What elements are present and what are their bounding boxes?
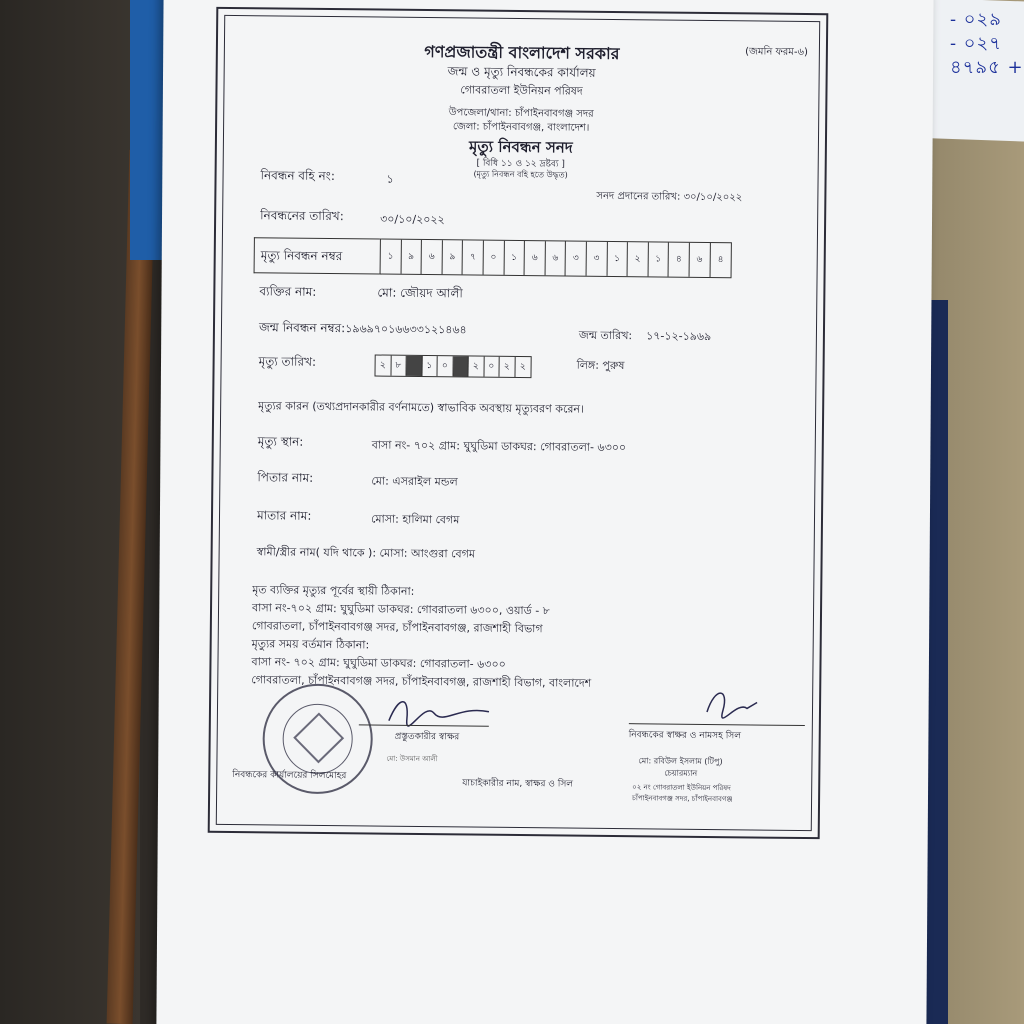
death-date-digit: ২ bbox=[519, 362, 526, 373]
handwritten-note-text bbox=[950, 8, 1024, 80]
death-reg-no-digit: ৬ bbox=[525, 241, 546, 275]
death-reg-no-digit: ১ bbox=[607, 242, 628, 276]
registration-date-value: ৩০/১০/২০২২ bbox=[380, 212, 445, 227]
present-address-line-2: গোবরাতলা, চাঁপাইনবাবগঞ্জ সদর, চাঁপাইনবাবগঞ্জ, রাজশাহী বিভাগ, বাংলাদেশ bbox=[251, 673, 592, 690]
father-value: মো: এসরাইল মন্ডল bbox=[371, 474, 458, 489]
registrar-signature-line bbox=[629, 723, 805, 726]
birth-date-value: ১৭-১২-১৯৬৯ bbox=[646, 329, 712, 344]
registrar-signature bbox=[697, 684, 777, 725]
certificate-title: মৃত্যু নিবন্ধন সনদ bbox=[469, 137, 573, 157]
name-value: মো: জৌয়দ আলী bbox=[377, 285, 463, 301]
verifier-label: যাচাইকারীর নাম, স্বাক্ষর ও সিল bbox=[462, 778, 574, 790]
present-address-line-1: বাসা নং- ৭০২ গ্রাম: ঘুঘুডিমা ডাকঘর: গোবরাতলা- ৬৩০০ bbox=[251, 655, 506, 671]
spouse-value: মোসা: আংগুরা বেগম bbox=[379, 546, 476, 561]
mother-label: মাতার নাম: bbox=[256, 508, 312, 523]
birth-date-label: জন্ম তারিখ: bbox=[578, 328, 633, 343]
gender-label: লিঙ্গ: bbox=[576, 358, 600, 372]
death-date-digit: ২ bbox=[468, 356, 484, 376]
death-certificate bbox=[208, 7, 829, 839]
cause-label: মৃত্যুর কারন (তথ্যপ্রদানকারীর বর্ণনামতে) bbox=[258, 399, 435, 415]
office-heading: জন্ম ও মৃত্যু নিবন্ধকের কার্যালয় bbox=[447, 64, 596, 80]
death-reg-no-digit: ৬ bbox=[689, 243, 710, 277]
note-line-1: - ০২৯ bbox=[950, 9, 1002, 30]
permanent-address-line-2: গোবরাতলা, চাঁপাইনবাবগঞ্জ সদর, চাঁপাইনবাবগঞ্জ, রাজশাহী বিভাগ bbox=[251, 619, 543, 636]
death-date-digit: ২ bbox=[375, 356, 391, 376]
death-reg-no-digit: ৪ bbox=[669, 243, 690, 277]
present-address-label: মৃত্যুর সময় বর্তমান ঠিকানা: bbox=[251, 637, 370, 652]
registrar-office: ০২ নং গোবরাতলা ইউনিয়ন পরিষদ bbox=[632, 783, 731, 793]
death-reg-no-digit: ২ bbox=[628, 242, 649, 276]
death-reg-no-boxes bbox=[380, 239, 732, 279]
register-book-value: ১ bbox=[386, 172, 394, 186]
registrar-label: নিবন্ধকের স্বাক্ষর ও নামসহ সিল bbox=[628, 730, 742, 742]
registrar-name: মো: রবিউল ইসলাম (টিপু) bbox=[638, 756, 723, 767]
permanent-address-label: মৃত ব্যক্তির মৃত্যুর পূর্বের স্থায়ী ঠিকানা: bbox=[252, 583, 415, 598]
permanent-address-line-1: বাসা নং-৭০২ গ্রাম: ঘুঘুডিমা ডাকঘর: গোবরাতলা ৬৩০০, ওয়ার্ড - ৮ bbox=[251, 601, 550, 618]
birth-reg-no bbox=[259, 319, 467, 341]
death-date-label: মৃত্যু তারিখ: bbox=[258, 354, 317, 369]
death-reg-no-digit: ৪ bbox=[717, 255, 724, 266]
death-date-boxes bbox=[374, 354, 531, 378]
death-date-digit: ২ bbox=[499, 357, 515, 377]
registrar-title: চেয়ারম্যান bbox=[664, 768, 698, 778]
name-label: ব্যক্তির নাম: bbox=[259, 284, 317, 299]
note-line-2: - ০২৭ bbox=[950, 33, 1002, 54]
death-place-label: মৃত্যু স্থান: bbox=[257, 434, 304, 449]
union-heading: গোবরাতলা ইউনিয়ন পরিষদ bbox=[460, 83, 583, 98]
registrar-area: চাঁপাইনবাবগঞ্জ সদর, চাঁপাইনবাবগঞ্জ bbox=[632, 794, 733, 804]
birth-reg-no-value: ১৯৬৯৭০১৬৬৩৩১২১৪৬৪ bbox=[345, 322, 467, 337]
preparer-name: মো: উসমান আলী bbox=[386, 754, 438, 764]
death-reg-no-digit: ১ bbox=[504, 241, 525, 275]
death-reg-no-digit: ৩ bbox=[566, 241, 587, 275]
district-line: জেলা: চাঁপাইনবাবগঞ্জ, বাংলাদেশ। bbox=[452, 121, 590, 134]
cause-of-death bbox=[258, 397, 584, 419]
death-reg-no-label: মৃত্যু নিবন্ধন নম্বর bbox=[254, 237, 380, 274]
upazila-line: উপজেলা/থানা: চাঁপাইনবাবগঞ্জ সদর bbox=[448, 107, 594, 120]
registration-date-label: নিবন্ধনের তারিখ: bbox=[260, 208, 344, 224]
office-seal-label: নিবন্ধকের কার্যালয়ের সিলমোহর bbox=[232, 770, 347, 782]
government-heading: গণপ্রজাতন্ত্রী বাংলাদেশ সরকার bbox=[424, 41, 620, 64]
death-reg-no-digit: ১ bbox=[648, 242, 669, 276]
death-date-digit: ০ bbox=[484, 357, 500, 377]
preparer-label: প্রস্তুতকারীর স্বাক্ষর bbox=[394, 731, 460, 743]
mother-value: মোসা: হালিমা বেগম bbox=[370, 512, 460, 527]
book-note: (মৃত্যু নিবন্ধন বহি হতে উদ্ধৃত) bbox=[473, 169, 568, 180]
death-reg-no-digit: ৯ bbox=[442, 240, 463, 274]
cause-value: স্বাভাবিক অবস্থায় মৃত্যুবরণ করেন। bbox=[437, 401, 585, 416]
gender-value: পুরুষ bbox=[602, 358, 625, 373]
birth-reg-no-label: জন্ম নিবন্ধন নম্বর: bbox=[258, 320, 346, 336]
father-label: পিতার নাম: bbox=[257, 470, 314, 485]
death-date-digit: ৮ bbox=[391, 356, 407, 376]
issue-date-label: সনদ প্রদানের তারিখ: bbox=[596, 190, 681, 203]
gender bbox=[576, 357, 624, 376]
death-reg-no-digit: ৭ bbox=[463, 240, 484, 274]
spouse bbox=[257, 543, 476, 564]
register-book-label: নিবন্ধন বহি নং: bbox=[260, 168, 336, 184]
note-line-3: ৪৭৯৫ + bbox=[950, 57, 1024, 78]
death-reg-no-digit: ৩ bbox=[586, 242, 607, 276]
death-reg-no-digit: ৬ bbox=[422, 240, 443, 274]
death-reg-no-digit: ০ bbox=[484, 241, 505, 275]
death-place-value: বাসা নং- ৭০২ গ্রাম: ঘুঘুডিমা ডাকঘর: গোবরাতলা- ৬৩০০ bbox=[371, 438, 627, 455]
birth-date bbox=[579, 327, 712, 347]
rule-reference: [ বিধি ১১ ও ১২ দ্রষ্টব্য ] bbox=[476, 158, 565, 170]
death-date-digit: ১ bbox=[422, 356, 438, 376]
death-reg-no-digit: ১ bbox=[381, 240, 402, 274]
issue-date-value: ৩০/১০/২০২২ bbox=[683, 191, 743, 204]
death-date-separator bbox=[453, 356, 469, 376]
issue-date bbox=[596, 189, 742, 208]
spouse-label: স্বামী/স্ত্রীর নাম( যদি থাকে ): bbox=[256, 545, 377, 560]
death-reg-no-digit: ৯ bbox=[401, 240, 422, 274]
death-reg-no-digit: ৬ bbox=[545, 241, 566, 275]
form-number: (জমনি ফরম-৬) bbox=[745, 46, 808, 59]
death-date-digit: ০ bbox=[437, 356, 453, 376]
death-date-separator bbox=[406, 356, 422, 376]
